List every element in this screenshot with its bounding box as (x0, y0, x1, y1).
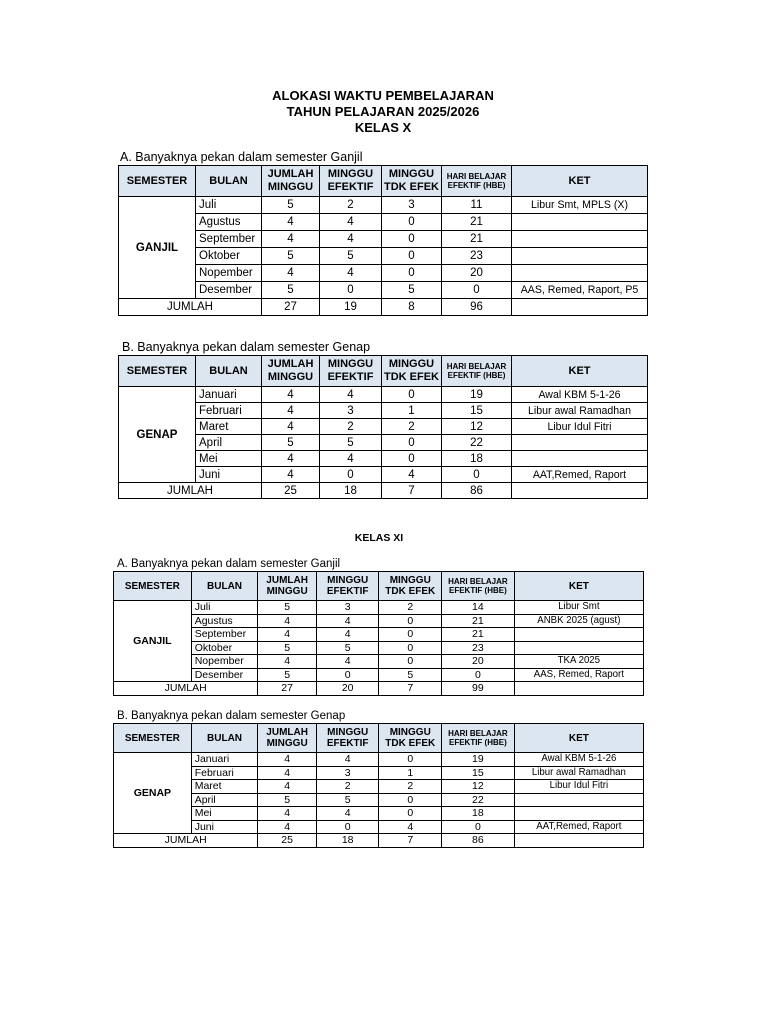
semester-cell: GANJIL (114, 601, 192, 682)
hbe-cell: 18 (442, 807, 515, 821)
hbe-cell: 19 (442, 753, 515, 767)
minggu-tdk-efek-cell: 0 (379, 655, 442, 669)
header-text: EFEKTIF (HBE) (447, 181, 506, 190)
total-minggu-efektif: 19 (320, 299, 382, 316)
kelas-x-ganjil-sheet (118, 84, 648, 324)
header-text: TDK EFEK (385, 586, 436, 597)
header-text: TDK EFEK (384, 181, 439, 193)
header-text: MINGGU (388, 168, 435, 181)
ket-cell: ANBK 2025 (agust) (514, 614, 643, 628)
header-text: HARI BELAJAR (448, 729, 508, 738)
header-hbe (442, 572, 515, 601)
header-jumlah-minggu (258, 724, 317, 753)
table-body (114, 753, 644, 848)
header-minggu-efektif (316, 572, 379, 601)
header-bulan: BULAN (191, 572, 258, 601)
hbe-cell: 12 (442, 419, 512, 435)
total-jumlah-minggu: 27 (258, 682, 317, 696)
kelas-x-genap-sheet (118, 336, 648, 511)
header-semester: SEMESTER (114, 724, 192, 753)
section-label-genap: B. Banyaknya pekan dalam semester Genap (117, 710, 346, 722)
bulan-cell: Agustus (196, 214, 262, 231)
jumlah-minggu-cell: 4 (258, 807, 317, 821)
header-minggu-tdk-efek (382, 356, 442, 387)
minggu-efektif-cell: 4 (320, 451, 382, 467)
table-row (114, 601, 644, 615)
ket-cell: Libur Idul Fitri (512, 419, 648, 435)
minggu-tdk-efek-cell: 0 (382, 231, 442, 248)
bulan-cell: Januari (196, 387, 262, 403)
header-text: JUMLAH (266, 574, 308, 586)
bulan-cell: Desember (191, 668, 258, 682)
total-minggu-efektif: 18 (316, 834, 379, 848)
header-text: EFEKTIF (327, 371, 374, 383)
ket-cell: Libur Smt, MPLS (X) (512, 197, 648, 214)
minggu-tdk-efek-cell: 0 (379, 641, 442, 655)
header-text: MINGGU (266, 586, 308, 597)
bulan-cell: Mei (191, 807, 258, 821)
table-row (119, 451, 648, 467)
minggu-tdk-efek-cell: 0 (379, 753, 442, 767)
table-row (114, 766, 644, 780)
header-text: MINGGU (266, 738, 308, 749)
hbe-cell: 21 (442, 614, 515, 628)
header-ket: KET (514, 572, 643, 601)
table-row (114, 820, 644, 834)
jumlah-minggu-cell: 4 (262, 214, 320, 231)
bulan-cell: Juni (191, 820, 258, 834)
table-row (114, 807, 644, 821)
header-bulan: BULAN (196, 166, 262, 197)
total-jumlah-minggu: 25 (258, 834, 317, 848)
table-body (119, 197, 648, 316)
minggu-efektif-cell: 5 (316, 641, 379, 655)
total-hbe: 86 (442, 483, 512, 499)
minggu-efektif-cell: 4 (316, 628, 379, 642)
minggu-efektif-cell: 2 (320, 419, 382, 435)
total-row (114, 682, 644, 696)
hbe-cell: 0 (442, 467, 512, 483)
jumlah-minggu-cell: 4 (258, 766, 317, 780)
header-text: MINGGU (267, 181, 314, 193)
bulan-cell: Desember (196, 282, 262, 299)
table-row (119, 214, 648, 231)
ket-cell (512, 214, 648, 231)
header-text: JUMLAH (267, 168, 314, 181)
header-text: EFEKTIF (326, 586, 369, 597)
hbe-cell: 22 (442, 793, 515, 807)
table-row (114, 753, 644, 767)
ket-cell: Libur awal Ramadhan (514, 766, 643, 780)
total-minggu-efektif: 18 (320, 483, 382, 499)
header-text: EFEKTIF (326, 738, 369, 749)
minggu-efektif-cell: 0 (320, 467, 382, 483)
table-body (119, 387, 648, 499)
bulan-cell: Februari (191, 766, 258, 780)
jumlah-minggu-cell: 4 (262, 265, 320, 282)
hbe-cell: 19 (442, 387, 512, 403)
table-header-row (119, 356, 648, 387)
hbe-cell: 0 (442, 282, 512, 299)
bulan-cell: April (191, 793, 258, 807)
jumlah-minggu-cell: 4 (258, 628, 317, 642)
ket-cell (514, 641, 643, 655)
header-ket: KET (512, 356, 648, 387)
jumlah-minggu-cell: 5 (258, 601, 317, 615)
bulan-cell: Maret (196, 419, 262, 435)
minggu-efektif-cell: 2 (320, 197, 382, 214)
table-row (114, 655, 644, 669)
minggu-efektif-cell: 5 (316, 793, 379, 807)
hbe-cell: 14 (442, 601, 515, 615)
total-minggu-tdk-efek: 7 (382, 483, 442, 499)
total-ket-cell (512, 299, 648, 316)
header-text: HARI BELAJAR (448, 577, 508, 586)
minggu-tdk-efek-cell: 0 (382, 451, 442, 467)
jumlah-minggu-cell: 4 (262, 467, 320, 483)
hbe-cell: 23 (442, 248, 512, 265)
header-text: TDK EFEK (384, 371, 439, 383)
ket-cell: AAS, Remed, Raport (514, 668, 643, 682)
bulan-cell: Juni (196, 467, 262, 483)
jumlah-minggu-cell: 5 (258, 793, 317, 807)
total-minggu-efektif: 20 (316, 682, 379, 696)
hbe-cell: 15 (442, 403, 512, 419)
header-text: MINGGU (327, 726, 369, 738)
total-row (114, 834, 644, 848)
minggu-efektif-cell: 5 (320, 248, 382, 265)
total-minggu-tdk-efek: 8 (382, 299, 442, 316)
minggu-efektif-cell: 4 (316, 753, 379, 767)
section-label-ganjil: A. Banyaknya pekan dalam semester Ganjil (117, 558, 341, 570)
section-label-ganjil: A. Banyaknya pekan dalam semester Ganjil (120, 150, 363, 164)
jumlah-minggu-cell: 4 (258, 753, 317, 767)
jumlah-minggu-cell: 4 (258, 655, 317, 669)
kelas-xi-sheet (113, 528, 645, 848)
bulan-cell: Oktober (196, 248, 262, 265)
minggu-tdk-efek-cell: 4 (379, 820, 442, 834)
bulan-cell: Mei (196, 451, 262, 467)
header-text: EFEKTIF (HBE) (448, 738, 507, 747)
doc-subtitle: TAHUN PELAJARAN 2025/2026 (286, 104, 480, 119)
header-semester: SEMESTER (119, 356, 196, 387)
ket-cell: Libur Smt (514, 601, 643, 615)
table-kelas-x-genap (118, 355, 648, 499)
bulan-cell: Oktober (191, 641, 258, 655)
minggu-tdk-efek-cell: 4 (382, 467, 442, 483)
total-label: JUMLAH (119, 483, 262, 499)
header-bulan: BULAN (196, 356, 262, 387)
minggu-efektif-cell: 3 (320, 403, 382, 419)
header-semester: SEMESTER (114, 572, 192, 601)
minggu-efektif-cell: 4 (316, 655, 379, 669)
jumlah-minggu-cell: 4 (262, 419, 320, 435)
ket-cell: TKA 2025 (514, 655, 643, 669)
minggu-tdk-efek-cell: 0 (382, 435, 442, 451)
minggu-tdk-efek-cell: 0 (382, 265, 442, 282)
table-row (114, 780, 644, 794)
table-row (119, 467, 648, 483)
total-ket-cell (514, 682, 643, 696)
header-minggu-efektif (316, 724, 379, 753)
jumlah-minggu-cell: 5 (262, 197, 320, 214)
ket-cell (512, 248, 648, 265)
minggu-efektif-cell: 4 (316, 614, 379, 628)
header-hbe (442, 166, 512, 197)
ket-cell: Awal KBM 5-1-26 (514, 753, 643, 767)
header-semester: SEMESTER (119, 166, 196, 197)
table-header-row (114, 572, 644, 601)
doc-title: ALOKASI WAKTU PEMBELAJARAN (272, 88, 494, 103)
table-row (119, 419, 648, 435)
header-jumlah-minggu (262, 166, 320, 197)
ket-cell: AAS, Remed, Raport, P5 (512, 282, 648, 299)
ket-cell (512, 435, 648, 451)
minggu-tdk-efek-cell: 0 (382, 214, 442, 231)
table-row (114, 628, 644, 642)
section-label-genap: B. Banyaknya pekan dalam semester Genap (122, 340, 371, 354)
total-hbe: 96 (442, 299, 512, 316)
hbe-cell: 0 (442, 668, 515, 682)
minggu-tdk-efek-cell: 0 (382, 248, 442, 265)
bulan-cell: September (191, 628, 258, 642)
hbe-cell: 15 (442, 766, 515, 780)
hbe-cell: 12 (442, 780, 515, 794)
minggu-efektif-cell: 0 (316, 668, 379, 682)
table-row (119, 403, 648, 419)
jumlah-minggu-cell: 4 (258, 820, 317, 834)
ket-cell (514, 628, 643, 642)
jumlah-minggu-cell: 4 (258, 614, 317, 628)
header-text: TDK EFEK (385, 738, 436, 749)
header-minggu-efektif (320, 356, 382, 387)
header-text: MINGGU (389, 726, 431, 738)
minggu-tdk-efek-cell: 1 (382, 403, 442, 419)
jumlah-minggu-cell: 4 (262, 231, 320, 248)
table-kelas-xi-genap (113, 723, 644, 848)
jumlah-minggu-cell: 4 (258, 780, 317, 794)
bulan-cell: Nopember (191, 655, 258, 669)
total-label: JUMLAH (114, 682, 258, 696)
ket-cell (514, 807, 643, 821)
table-row (119, 231, 648, 248)
hbe-cell: 23 (442, 641, 515, 655)
minggu-tdk-efek-cell: 0 (379, 628, 442, 642)
semester-cell: GENAP (114, 753, 192, 834)
ket-cell (512, 265, 648, 282)
kelas-xi-title: KELAS XI (354, 532, 404, 544)
header-text: MINGGU (388, 358, 435, 371)
minggu-efektif-cell: 4 (320, 231, 382, 248)
header-ket: KET (514, 724, 643, 753)
bulan-cell: Juli (196, 197, 262, 214)
minggu-tdk-efek-cell: 2 (379, 601, 442, 615)
header-text: HARI BELAJAR (446, 362, 507, 371)
header-jumlah-minggu (258, 572, 317, 601)
minggu-efektif-cell: 4 (320, 214, 382, 231)
table-header-row (114, 724, 644, 753)
jumlah-minggu-cell: 4 (262, 451, 320, 467)
total-minggu-tdk-efek: 7 (379, 682, 442, 696)
ket-cell: Awal KBM 5-1-26 (512, 387, 648, 403)
hbe-cell: 0 (442, 820, 515, 834)
hbe-cell: 20 (442, 265, 512, 282)
header-text: EFEKTIF (HBE) (447, 371, 506, 380)
ket-cell: AAT,Remed, Raport (512, 467, 648, 483)
header-text: EFEKTIF (HBE) (448, 586, 507, 595)
minggu-efektif-cell: 4 (320, 387, 382, 403)
hbe-cell: 21 (442, 231, 512, 248)
hbe-cell: 22 (442, 435, 512, 451)
total-label: JUMLAH (119, 299, 262, 316)
table-row (119, 197, 648, 214)
total-hbe: 86 (442, 834, 515, 848)
header-text: JUMLAH (266, 726, 308, 738)
header-minggu-tdk-efek (379, 724, 442, 753)
table-body (114, 601, 644, 696)
semester-cell: GENAP (119, 387, 196, 483)
table-row (119, 435, 648, 451)
ket-cell: Libur awal Ramadhan (512, 403, 648, 419)
hbe-cell: 21 (442, 628, 515, 642)
minggu-efektif-cell: 3 (316, 766, 379, 780)
minggu-efektif-cell: 3 (316, 601, 379, 615)
minggu-efektif-cell: 5 (320, 435, 382, 451)
ket-cell (514, 793, 643, 807)
table-row (114, 793, 644, 807)
ket-cell: AAT,Remed, Raport (514, 820, 643, 834)
table-kelas-x-ganjil (118, 165, 648, 316)
header-hbe (442, 356, 512, 387)
header-bulan: BULAN (191, 724, 258, 753)
minggu-tdk-efek-cell: 5 (379, 668, 442, 682)
jumlah-minggu-cell: 5 (262, 248, 320, 265)
jumlah-minggu-cell: 5 (262, 435, 320, 451)
table-row (119, 265, 648, 282)
minggu-tdk-efek-cell: 2 (382, 419, 442, 435)
table-header-row (119, 166, 648, 197)
header-ket: KET (512, 166, 648, 197)
total-ket-cell (514, 834, 643, 848)
minggu-efektif-cell: 4 (316, 807, 379, 821)
jumlah-minggu-cell: 4 (262, 403, 320, 419)
minggu-efektif-cell: 0 (316, 820, 379, 834)
total-hbe: 99 (442, 682, 515, 696)
table-kelas-xi-ganjil (113, 571, 644, 696)
jumlah-minggu-cell: 5 (258, 641, 317, 655)
minggu-tdk-efek-cell: 5 (382, 282, 442, 299)
bulan-cell: Nopember (196, 265, 262, 282)
table-row (114, 668, 644, 682)
header-text: MINGGU (327, 358, 374, 371)
header-jumlah-minggu (262, 356, 320, 387)
jumlah-minggu-cell: 4 (262, 387, 320, 403)
total-minggu-tdk-efek: 7 (379, 834, 442, 848)
jumlah-minggu-cell: 5 (262, 282, 320, 299)
hbe-cell: 11 (442, 197, 512, 214)
table-row (119, 282, 648, 299)
header-text: EFEKTIF (327, 181, 374, 193)
semester-cell: GANJIL (119, 197, 196, 299)
header-text: HARI BELAJAR (446, 172, 507, 181)
header-minggu-tdk-efek (382, 166, 442, 197)
header-text: MINGGU (267, 371, 314, 383)
header-text: MINGGU (327, 574, 369, 586)
hbe-cell: 20 (442, 655, 515, 669)
ket-cell: Libur Idul Fitri (514, 780, 643, 794)
ket-cell (512, 451, 648, 467)
table-row (114, 641, 644, 655)
bulan-cell: September (196, 231, 262, 248)
table-row (114, 614, 644, 628)
minggu-efektif-cell: 0 (320, 282, 382, 299)
header-text: MINGGU (389, 574, 431, 586)
header-text: JUMLAH (267, 358, 314, 371)
header-minggu-tdk-efek (379, 572, 442, 601)
bulan-cell: Februari (196, 403, 262, 419)
header-hbe (442, 724, 515, 753)
bulan-cell: Agustus (191, 614, 258, 628)
minggu-tdk-efek-cell: 3 (382, 197, 442, 214)
bulan-cell: Januari (191, 753, 258, 767)
minggu-tdk-efek-cell: 0 (382, 387, 442, 403)
total-row (119, 483, 648, 499)
minggu-efektif-cell: 4 (320, 265, 382, 282)
header-text: MINGGU (327, 168, 374, 181)
bulan-cell: April (196, 435, 262, 451)
total-row (119, 299, 648, 316)
bulan-cell: Maret (191, 780, 258, 794)
table-row (119, 387, 648, 403)
minggu-tdk-efek-cell: 1 (379, 766, 442, 780)
minggu-tdk-efek-cell: 0 (379, 807, 442, 821)
minggu-tdk-efek-cell: 2 (379, 780, 442, 794)
table-row (119, 248, 648, 265)
minggu-efektif-cell: 2 (316, 780, 379, 794)
doc-class: KELAS X (354, 120, 412, 135)
total-jumlah-minggu: 27 (262, 299, 320, 316)
hbe-cell: 18 (442, 451, 512, 467)
ket-cell (512, 231, 648, 248)
total-label: JUMLAH (114, 834, 258, 848)
total-ket-cell (512, 483, 648, 499)
minggu-tdk-efek-cell: 0 (379, 614, 442, 628)
bulan-cell: Juli (191, 601, 258, 615)
header-minggu-efektif (320, 166, 382, 197)
jumlah-minggu-cell: 5 (258, 668, 317, 682)
hbe-cell: 21 (442, 214, 512, 231)
minggu-tdk-efek-cell: 0 (379, 793, 442, 807)
total-jumlah-minggu: 25 (262, 483, 320, 499)
